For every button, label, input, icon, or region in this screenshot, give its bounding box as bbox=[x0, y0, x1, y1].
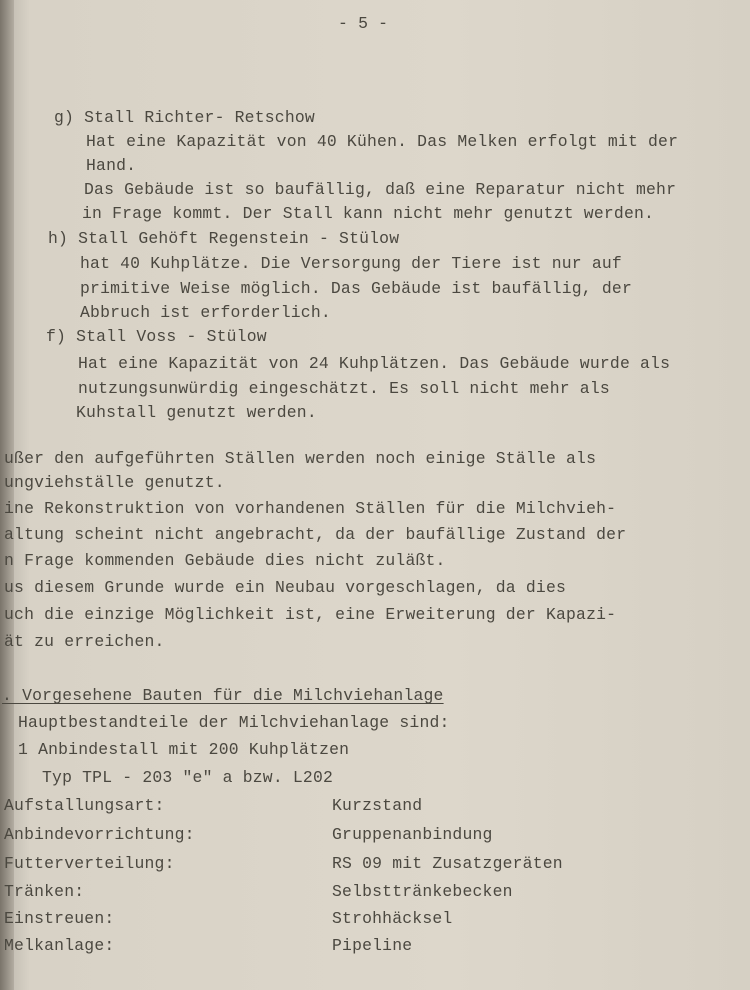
paragraph-line: uch die einzige Möglichkeit ist, eine Erweiterung der Kapazi- bbox=[4, 605, 617, 624]
stall-text-line: Hand. bbox=[86, 156, 137, 175]
stall-text-line: in Frage kommt. Der Stall kann nicht mehr genutzt werden. bbox=[82, 204, 655, 223]
item-line: 1 Anbindestall mit 200 Kuhplätzen bbox=[18, 740, 350, 759]
stall-text-line: Hat eine Kapazität von 24 Kuhplätzen. Das Gebäude wurde als bbox=[78, 354, 671, 373]
section-heading: . Vorgesehene Bauten für die Milchviehanlage bbox=[2, 686, 444, 705]
spec-label: Melkanlage: bbox=[4, 936, 115, 955]
page-number: - 5 - bbox=[338, 14, 389, 33]
spec-value: Strohhäcksel bbox=[332, 909, 453, 928]
stall-heading: h) Stall Gehöft Regenstein - Stülow bbox=[48, 229, 400, 248]
spec-label: Anbindevorrichtung: bbox=[4, 825, 195, 844]
spec-value: Selbsttränkebecken bbox=[332, 882, 513, 901]
paragraph-line: ine Rekonstruktion von vorhandenen Ställen für die Milchvieh- bbox=[4, 499, 617, 518]
spec-label: Aufstallungsart: bbox=[4, 796, 165, 815]
stall-text-line: hat 40 Kuhplätze. Die Versorgung der Tiere ist nur auf bbox=[80, 254, 622, 273]
stall-heading: g) Stall Richter- Retschow bbox=[54, 108, 315, 127]
paragraph-line: ät zu erreichen. bbox=[4, 632, 165, 651]
spec-label: Tränken: bbox=[4, 882, 85, 901]
stall-text-line: primitive Weise möglich. Das Gebäude ist baufällig, der bbox=[80, 279, 632, 298]
spec-value: Gruppenanbindung bbox=[332, 825, 493, 844]
stall-text-line: Das Gebäude ist so baufällig, daß eine Reparatur nicht mehr bbox=[84, 180, 677, 199]
paragraph-line: altung scheint nicht angebracht, da der baufällige Zustand der bbox=[4, 525, 627, 544]
spec-value: Kurzstand bbox=[332, 796, 423, 815]
stall-text-line: Abbruch ist erforderlich. bbox=[80, 303, 331, 322]
paragraph-line: ungviehställe genutzt. bbox=[4, 473, 225, 492]
stall-text-line: nutzungsunwürdig eingeschätzt. Es soll nicht mehr als bbox=[78, 379, 610, 398]
spec-value: RS 09 mit Zusatzgeräten bbox=[332, 854, 563, 873]
paragraph-line: n Frage kommenden Gebäude dies nicht zuläßt. bbox=[4, 551, 446, 570]
paragraph-line: us diesem Grunde wurde ein Neubau vorgeschlagen, da dies bbox=[4, 578, 567, 597]
stall-text-line: Hat eine Kapazität von 40 Kühen. Das Melken erfolgt mit der bbox=[86, 132, 679, 151]
paragraph-line: ußer den aufgeführten Ställen werden noch einige Ställe als bbox=[4, 449, 597, 468]
stall-heading: f) Stall Voss - Stülow bbox=[46, 327, 267, 346]
section-intro: Hauptbestandteile der Milchviehanlage sind: bbox=[18, 713, 450, 732]
stall-text-line: Kuhstall genutzt werden. bbox=[76, 403, 317, 422]
item-type-line: Typ TPL - 203 "e" a bzw. L202 bbox=[42, 768, 334, 787]
spec-value: Pipeline bbox=[332, 936, 413, 955]
spec-label: Einstreuen: bbox=[4, 909, 115, 928]
spec-label: Futterverteilung: bbox=[4, 854, 175, 873]
